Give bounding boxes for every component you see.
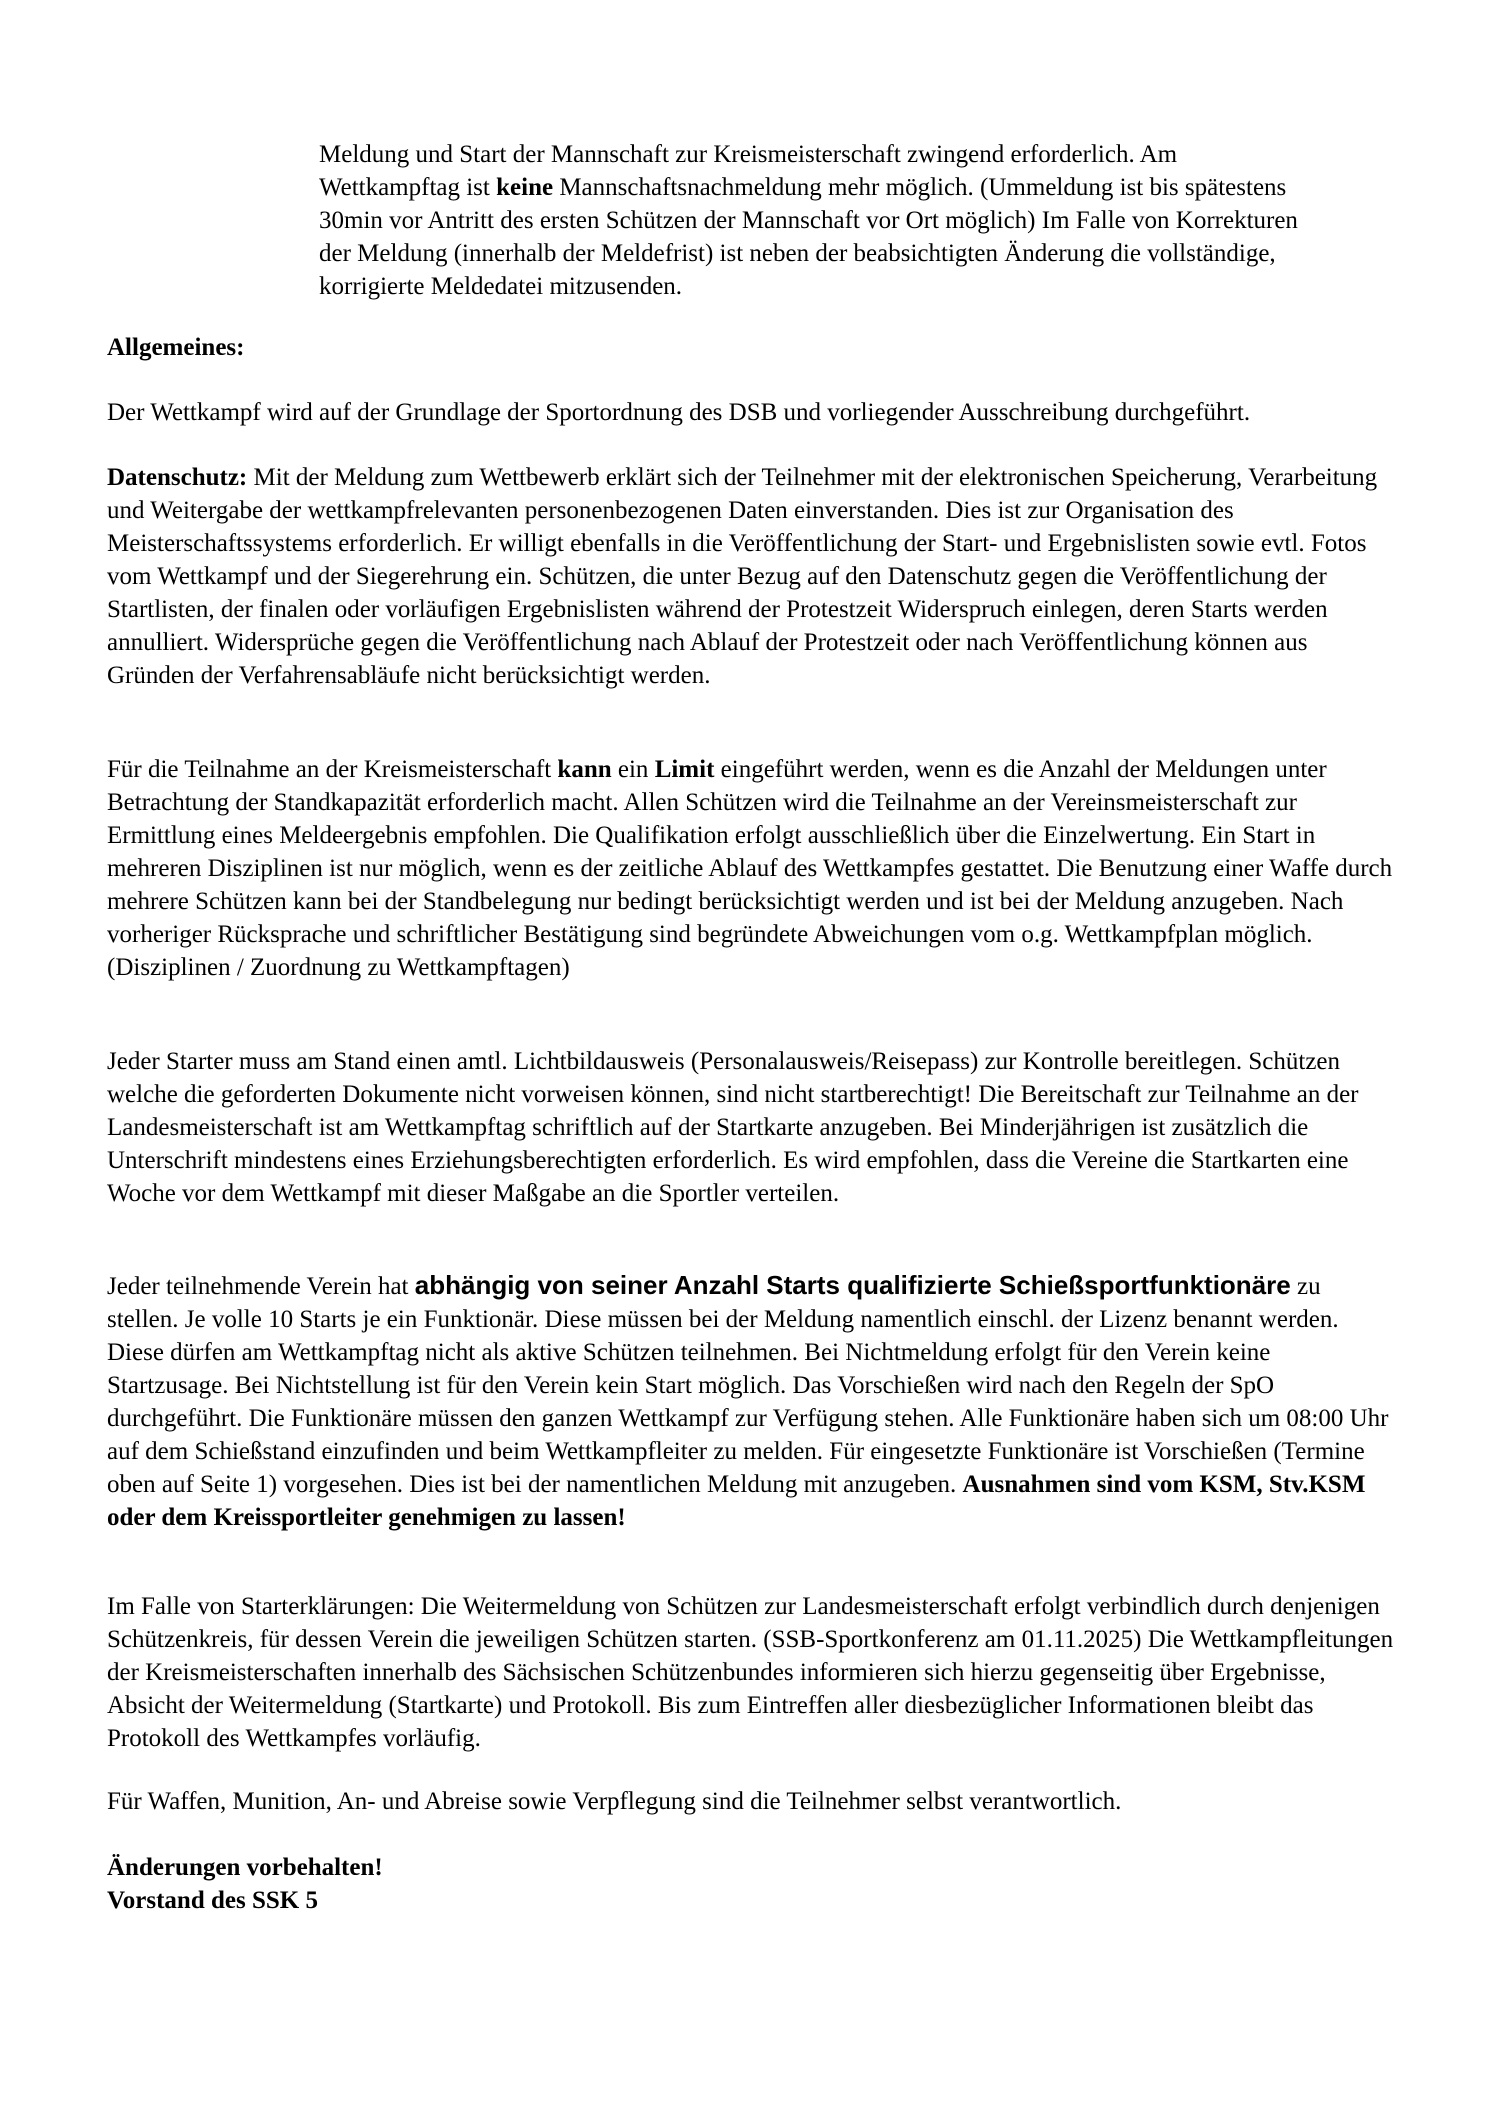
- section-heading-allgemeines: [107, 331, 1397, 364]
- responsibility-paragraph: [107, 1785, 1397, 1818]
- team-registration-paragraph: [319, 138, 1319, 303]
- officials-paragraph: [107, 1269, 1397, 1534]
- paragraph-text: eingeführt werden, wenn es die Anzahl der Meldungen unter Betrachtung der Standkapazität erforderlich macht. Allen Schützen wird die Teilnahme an der Vereinsmeisterschaft zur Ermittlung eines Meldeergebnis empfohlen. Die Qualifikation erfolgt ausschließlich über die Einzelwertung. Ein Start in mehreren Disziplinen ist nur möglich, wenn es der zeitliche Ablauf des Wettkampfes gestattet. Die Benutzung einer Waffe durch mehrere Schützen kann bei der Standbelegung nur bedingt berücksichtigt werden und ist bei der Meldung anzugeben. Nach vorheriger Rücksprache und schriftlicher Bestätigung sind begründete Abweichungen vom o.g. Wettkampfplan möglich. (Disziplinen / Zuordnung zu Wettkampftagen): [107, 756, 1393, 981]
- paragraph-text: ein: [611, 756, 655, 783]
- paragraph-text: Mannschaftsnachmeldung mehr möglich. (Ummeldung ist bis spätestens 30min vor Antritt des ersten Schützen der Mannschaft vor Ort möglich) Im Falle von Korrekturen der Meldung (innerhalb der Meldefrist) ist neben der beabsichtigten Änderung die vollständige, korrigierte Meldedatei mitzusenden.: [319, 174, 1298, 300]
- heading-text: Allgemeines:: [107, 334, 245, 361]
- data-protection-paragraph: [107, 461, 1397, 692]
- paragraph-text: zu stellen. Je volle 10 Starts je ein Funktionär. Diese müssen bei der Meldung namentlich einschl. der Lizenz benannt werden. Diese dürfen am Wettkampftag nicht als aktive Schützen teilnehmen. Bei Nichtmeldung erfolgt für den Verein keine Startzusage. Bei Nichtstellung ist für den Verein kein Start möglich. Das Vorschießen wird nach den Regeln der SpO durchgeführt. Die Funktionäre müssen den ganzen Wettkampf zur Verfügung stehen. Alle Funktionäre haben sich um 08:00 Uhr auf dem Schießstand einzufinden und beim Wettkampfleiter zu melden. Für eingesetzte Funktionäre ist Vorschießen (Termine oben auf Seite 1) vorgesehen. Dies ist bei der namentlichen Meldung mit anzugeben.: [107, 1273, 1389, 1498]
- closing-signature: [107, 1851, 1397, 1917]
- general-paragraph: [107, 396, 1397, 429]
- emphasis-officials: abhängig von seiner Anzahl Starts qualifizierte Schießsportfunktionäre: [414, 1270, 1291, 1300]
- paragraph-text: Mit der Meldung zum Wettbewerb erklärt sich der Teilnehmer mit der elektronischen Speicherung, Verarbeitung und Weitergabe der wettkampfrelevanten personenbezogenen Daten einverstanden. Dies ist zur Organisation des Meisterschaftssystems erforderlich. Er willigt ebenfalls in die Veröffentlichung der Start- und Ergebnislisten sowie evtl. Fotos vom Wettkampf und der Siegerehrung ein. Schützen, die unter Bezug auf den Datenschutz gegen die Veröffentlichung der Startlisten, der finalen oder vorläufigen Ergebnislisten während der Protestzeit Widerspruch einlegen, deren Starts werden annulliert. Widersprüche gegen die Veröffentlichung nach Ablauf der Protestzeit oder nach Veröffentlichung können aus Gründen der Verfahrensabläufe nicht berücksichtigt werden.: [107, 464, 1378, 689]
- starter-declaration-paragraph: [107, 1590, 1397, 1755]
- emphasis-exceptions: Ausnahmen sind vom KSM, Stv.KSM oder dem Kreissportleiter genehmigen zu lassen!: [107, 1471, 1366, 1531]
- board-signature: Vorstand des SSK 5: [107, 1887, 318, 1914]
- paragraph-text: Jeder teilnehmende Verein hat: [107, 1273, 415, 1300]
- changes-reserved: Änderungen vorbehalten!: [107, 1854, 383, 1881]
- paragraph-text: Im Falle von Starterklärungen: Die Weitermeldung von Schützen zur Landesmeisterschaft erfolgt verbindlich durch denjenigen Schützenkreis, für dessen Verein die jeweiligen Schützen starten. (SSB-Sportkonferenz am 01.11.2025) Die Wettkampfleitungen der Kreismeisterschaften innerhalb des Sächsischen Schützenbundes informieren sich hierzu gegenseitig über Ergebnisse, Absicht der Weitermeldung (Startkarte) und Protokoll. Bis zum Eintreffen aller diesbezüglicher Informationen bleibt das Protokoll des Wettkampfes vorläufig.: [107, 1593, 1394, 1752]
- paragraph-text: Meldung und Start der Mannschaft zur Kreismeisterschaft zwingend erforderlich. Am Wettkampftag ist: [319, 141, 1178, 201]
- emphasis-limit: Limit: [654, 756, 715, 783]
- paragraph-text: Der Wettkampf wird auf der Grundlage der Sportordnung des DSB und vorliegender Ausschreibung durchgeführt.: [107, 399, 1251, 426]
- paragraph-text: Für die Teilnahme an der Kreismeisterschaft: [107, 756, 558, 783]
- emphasis-kann: kann: [557, 756, 612, 783]
- emphasis-keine: keine: [496, 174, 554, 201]
- paragraph-text: Jeder Starter muss am Stand einen amtl. Lichtbildausweis (Personalausweis/Reisepass) zur Kontrolle bereitlegen. Schützen welche die geforderten Dokumente nicht vorweisen können, sind nicht startberechtigt! Die Bereitschaft zur Teilnahme an der Landesmeisterschaft ist am Wettkampftag schriftlich auf der Startkarte anzugeben. Bei Minderjährigen ist zusätzlich die Unterschrift mindestens eines Erziehungsberechtigten erforderlich. Es wird empfohlen, dass die Vereine die Startkarten eine Woche vor dem Wettkampf mit dieser Maßgabe an die Sportler verteilen.: [107, 1048, 1359, 1207]
- paragraph-text: Für Waffen, Munition, An- und Abreise sowie Verpflegung sind die Teilnehmer selbst verantwortlich.: [107, 1788, 1122, 1815]
- starter-id-paragraph: [107, 1045, 1397, 1210]
- data-protection-label: Datenschutz:: [107, 464, 248, 491]
- limit-paragraph: [107, 753, 1397, 984]
